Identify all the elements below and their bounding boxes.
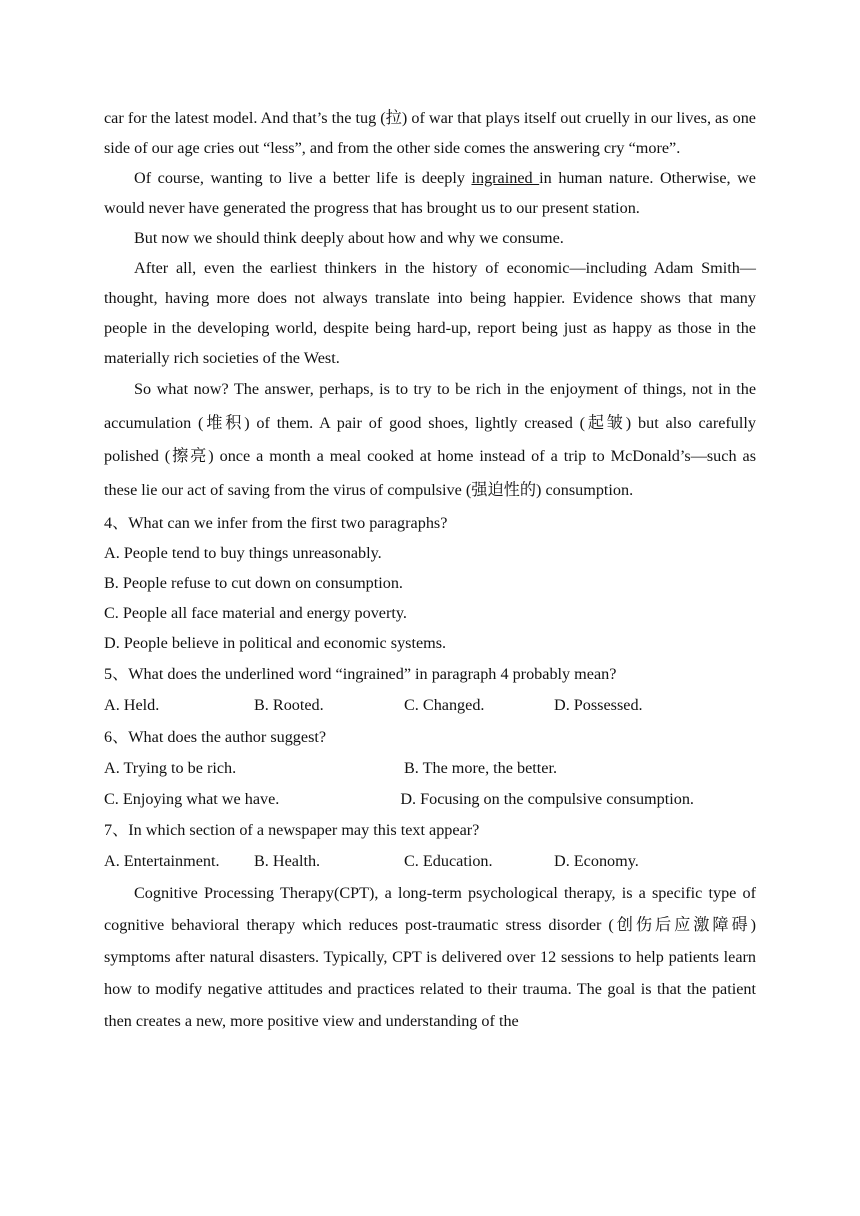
question-4-option-c: C. People all face material and energy poverty. bbox=[104, 604, 407, 622]
question-5-options bbox=[104, 689, 756, 721]
question-6-stem: 6、What does the author suggest? bbox=[104, 728, 327, 746]
passage-2-paragraph-1: Cognitive Processing Therapy(CPT), a long-term psychological therapy, is a specific type of cognitive behavioral therapy which reduces post-traumatic stress disorder (创伤后应激障碍) symptoms after natural disasters. Typically, CPT is delivered over 12 sessions to help patients learn how to modify negative attitudes and practices related to their trauma. The goal is that the patient then creates a new, more positive view and understanding of the bbox=[104, 884, 756, 1030]
question-7-option-c: C. Education. bbox=[404, 852, 493, 870]
question-4-option-a: A. People tend to buy things unreasonably. bbox=[104, 544, 382, 562]
passage-paragraph-7: So what now? The answer, perhaps, is to try to be rich in the enjoyment of things, not in the accumulation (堆积) of them. A pair of good shoes, lightly creased (起皱) but also carefully polished (擦亮) once a month a meal cooked at home instead of a trip to McDonald’s—such as these lie our act of saving from the virus of compulsive (强迫性的) consumption. bbox=[104, 380, 756, 499]
passage-paragraph-6: After all, even the earliest thinkers in the history of economic—including Adam Smith—thought, having more does not always translate into being happier. Evidence shows that many people in the developing world, despite being hard-up, report being just as happy as those in the materially rich societies of the West. bbox=[104, 259, 756, 367]
question-4-option-b: B. People refuse to cut down on consumption. bbox=[104, 574, 403, 592]
question-5-stem: 5、What does the underlined word “ingrained” in paragraph 4 probably mean? bbox=[104, 665, 617, 683]
question-6-option-b: B. The more, the better. bbox=[404, 759, 557, 777]
passage-paragraph-5: But now we should think deeply about how and why we consume. bbox=[134, 229, 564, 247]
question-6-option-d: D. Focusing on the compulsive consumption. bbox=[400, 790, 694, 808]
question-7-stem: 7、In which section of a newspaper may this text appear? bbox=[104, 821, 480, 839]
question-7-option-a: A. Entertainment. bbox=[104, 852, 220, 870]
document-page bbox=[104, 103, 756, 1037]
question-6-option-c: C. Enjoying what we have. bbox=[104, 790, 280, 808]
question-5-option-a: A. Held. bbox=[104, 696, 160, 714]
question-5-option-c: C. Changed. bbox=[404, 696, 485, 714]
underlined-word-ingrained: ingrained bbox=[471, 169, 540, 187]
question-4-stem: 4、What can we infer from the first two paragraphs? bbox=[104, 514, 448, 532]
question-7-options bbox=[104, 845, 756, 877]
question-6-options-row-2 bbox=[104, 784, 756, 814]
question-5-option-d: D. Possessed. bbox=[554, 696, 643, 714]
passage-paragraph-4 bbox=[104, 163, 756, 223]
passage-paragraph-continued: car for the latest model. And that’s the tug (拉) of war that plays itself out cruelly in our lives, as one side of our age cries out “less”, and from the other side comes the answering cry “more”. bbox=[104, 109, 756, 157]
paragraph-4-text-after: in human nature. Otherwise, we would never have generated the progress that has brought us to our present station. bbox=[104, 169, 756, 217]
question-6-options-row-1 bbox=[104, 752, 756, 784]
question-4-option-d: D. People believe in political and economic systems. bbox=[104, 634, 447, 652]
question-7-option-b: B. Health. bbox=[254, 852, 321, 870]
question-7-option-d: D. Economy. bbox=[554, 852, 639, 870]
question-5-option-b: B. Rooted. bbox=[254, 696, 324, 714]
question-6-option-a: A. Trying to be rich. bbox=[104, 759, 237, 777]
paragraph-4-text-before: Of course, wanting to live a better life is deeply bbox=[134, 169, 472, 187]
